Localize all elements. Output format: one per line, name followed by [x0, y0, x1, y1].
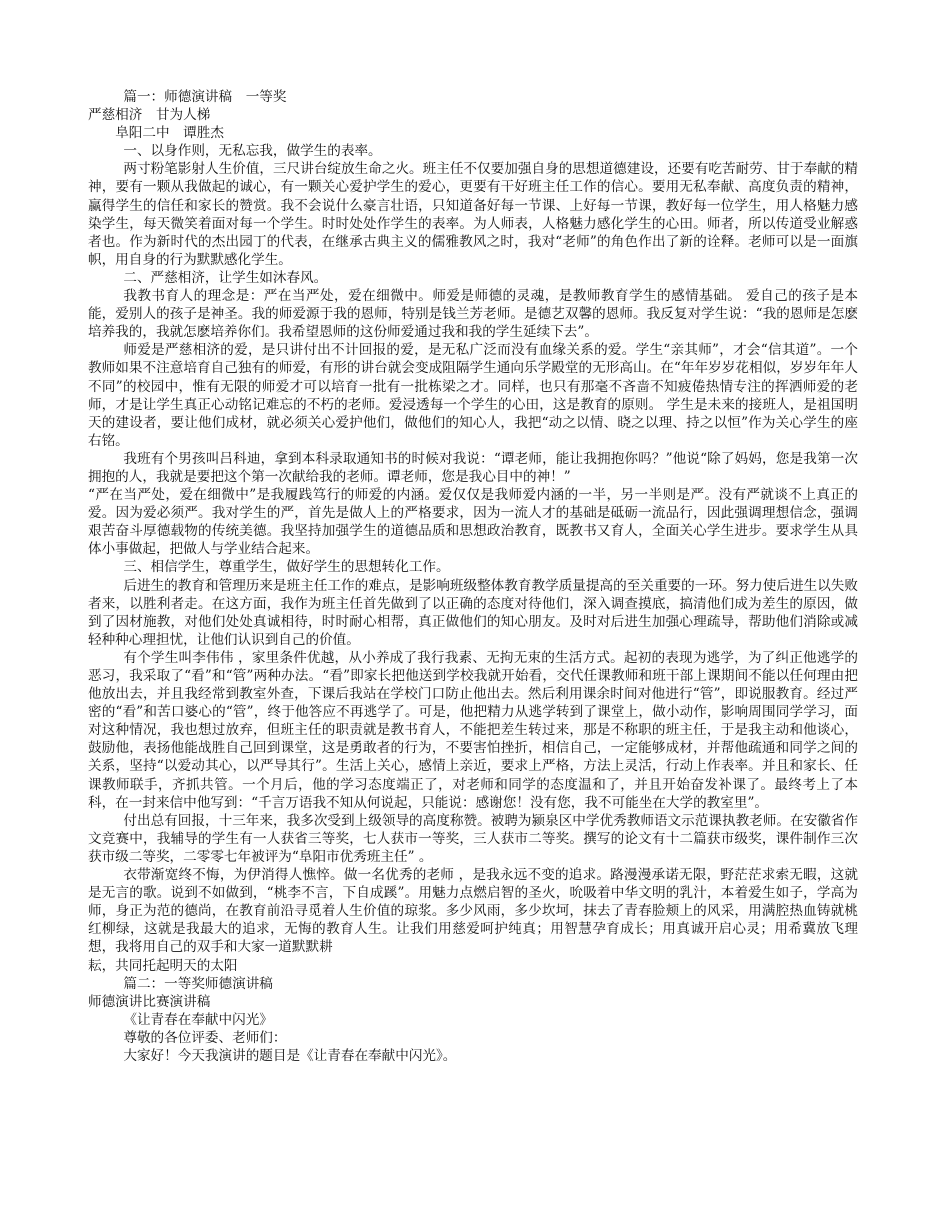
section-1-heading: 一、以身作则，无私忘我，做学生的表率。 [123, 143, 382, 160]
paragraph: 我教书育人的理念是：严在当严处，爱在细微中。师爱是师德的灵魂，是教师教育学生的感情基础。 爱自己的孩子是本能，爱别人的孩子是神圣。我的师爱源于我的恩师，特别是钱兰芳老师。是德艺双馨的恩师。我反复对学生说：“我的恩师是怎麽培养我的，我就怎麽培养你们。我希望恩师的这份师爱通过我和我的学生延续下去”。 [88, 288, 858, 341]
part1-title: 严慈相济 甘为人梯 [88, 107, 211, 124]
document-page [88, 88, 858, 1065]
part1-heading: 篇一：师德演讲稿 一等奖 [123, 89, 287, 105]
paragraph: 后进生的教育和管理历来是班主任工作的难点，是影响班级整体教育教学质量提高的至关重要的一环。努力使后进生以失败者来，以胜利者走。在这方面，我作为班主任首先做到了以正确的态度对待他们，深入调查摸底，搞清他们成为差生的原因，做到了因材施教，对他们处处真诚相待，时时耐心相帮，真正做他们的知心朋友。及时对后进生加强心理疏导，帮助他们消除或减轻种种心理担忧，让他们认识到自己的价值。 [88, 577, 858, 648]
paragraph: 我班有个男孩叫吕科迪，拿到本科录取通知书的时候对我说：“谭老师，能让我拥抱你吗？”他说“除了妈妈，您是我第一次拥抱的人，我就是要把这个第一次献给我的老师。谭老师，您是我心目中的神！” [88, 450, 858, 485]
paragraph: 有个学生叫李伟伟 ，家里条件优越，从小养成了我行我素、无拘无束的生活方式。起初的表现为逃学，为了纠正他逃学的恶习，我采取了“看”和“管”两种办法。“看”即家长把他送到学校我就开始看，交代任课教师和班干部上课期间不能以任何理由把他放出去，并且我经常到教室外查，下课后我站在学校门口防止他出去。然后利用课余时间对他进行“管”，即说服教育。经过严密的“看”和苦口婆心的“管”，终于他答应不再逃学了。可是，他把精力从逃学转到了课堂上，做小动作，影响周围同学学习，面对这种情况，我也想过放弃，但班主任的职责就是教书育人，不能把差生转过来，那是不称职的班主任，于是我主动和他谈心，鼓励他，表扬他能战胜自己回到课堂，这是勇敢者的行为，不要害怕挫折，相信自己，一定能够成材，并帮他疏通和同学之间的关系，坚持“以爱动其心，以严导其行”。生活上关心，感情上亲近，要求上严格，方法上灵活，行动上作表率。并且和家长、任课教师联手，齐抓共管。一个月后，他的学习态度端正了，对老师和同学的态度温和了，并且开始奋发补课了。最终考上了本科，在一封来信中他写到：“千言万语我不知从何说起，只能说：感谢您！没有您，我不可能坐在大学的教室里”。 [88, 649, 858, 811]
part2-heading: 篇二：一等奖师德演讲稿 [123, 975, 273, 992]
author-line: 阜阳二中 谭胜杰 [115, 125, 224, 142]
paragraph: 师爱是严慈相济的爱，是只讲付出不计回报的爱，是无私广泛而没有血缘关系的爱。学生“亲其师”，才会“信其道”。一个教师如果不注意培育自己独有的师爱，有形的讲台就会变成阻隔学生通向乐学殿堂的无形高山。在“年年岁岁花相似，岁岁年年人不同”的校园中，惟有无限的师爱才可以培育一批有一批栋梁之才。同样，也只有那毫不吝啬不知疲倦热情专注的挥洒师爱的老师，才是让学生真正心动铭记难忘的不朽的老师。爱浸透每一个学生的心田，这是教育的原则。 学生是未来的接班人，是祖国明天的建设者，要让他们成材，就必须关心爱护他们，做他们的知心人，我把“动之以情、晓之以理、持之以恒”作为关心学生的座右铭。 [88, 342, 858, 449]
greeting: 尊敬的各位评委、老师们： [123, 1029, 287, 1046]
paragraph: 两寸粉笔影射人生价值，三尺讲台绽放生命之火。班主任不仅要加强自身的思想道德建设，还要有吃苦耐劳、甘于奉献的精神，要有一颗从我做起的诚心，有一颗关心爱护学生的爱心，更要有干好班主任工作的信心。要用无私奉献、高度负责的精神，赢得学生的信任和家长的赞赏。我不会说什么豪言壮语，只知道备好每一节课、上好每一节课，教好每一位学生，用人格魅力感染学生，每天微笑着面对每一个学生。时时处处作学生的表率。为人师表，人格魅力感化学生的心田。师者，所以传道受业解惑者也。作为新时代的杰出园丁的代表，在继承古典主义的儒雅教风之时，我对“老师”的角色作出了新的诠释。老师可以是一面旗帜，用自身的行为默默感化学生。 [88, 161, 858, 268]
section-2-heading: 二、严慈相济，让学生如沐春风。 [123, 269, 328, 286]
opening: 大家好！今天我演讲的题目是《让青春在奉献中闪光》。 [123, 1047, 457, 1064]
section-3-heading: 三、相信学生，尊重学生，做好学生的思想转化工作。 [123, 559, 450, 576]
paragraph: 付出总有回报，十三年来，我多次受到上级领导的高度称赞。被聘为颍泉区中学优秀教师语文示范课执教老师。在安徽省作文竞赛中，我辅导的学生有一人获省三等奖，七人获市一等奖，三人获市二等奖。撰写的论文有十二篇获市级奖，课件制作三次获市级二等奖，二零零七年被评为“阜阳市优秀班主任” 。 [88, 812, 858, 865]
part2-subtitle: 师德演讲比赛演讲稿 [88, 993, 211, 1010]
paragraph: 衣带渐宽终不悔，为伊消得人憔悴。做一名优秀的老师 ，是我永远不变的追求。路漫漫承诺无限，野茫茫求索无暇，这就是无言的歌。说到不如做到，“桃李不言，下自成蹊”。用魅力点燃启智的圣火，吮吸着中华文明的乳汁，本着爱生如子，学高为师，身正为范的德尚，在教育前沿寻觅着人生价值的琼浆。多少风雨，多少坎坷，抹去了青春脸颊上的风采，用满腔热血铸就桃红柳绿，这就是我最大的追求，无悔的教育人生。让我们用慈爱呵护纯真；用智慧孕育成长；用真诚开启心灵；用希冀放飞理想，我将用自己的双手和大家一道默默耕 [88, 867, 858, 956]
paragraph: 耘，共同托起明天的太阳 [88, 957, 238, 974]
speech-title: 《让青春在奉献中闪光》 [123, 1011, 273, 1028]
paragraph: “严在当严处，爱在细微中”是我履践笃行的师爱的内涵。爱仅仅是我师爱内涵的一半，另一半则是严。没有严就谈不上真正的爱。因为爱必须严。我对学生的严，首先是做人上的严格要求，因为一流人才的基础是砥砺一流品行，因此强调理想信念，强调艰苦奋斗厚德载物的传统美德。我坚持加强学生的道德品质和思想政治教育，既教书又育人，全面关心学生进步。要求学生从具体小事做起，把做人与学业结合起来。 [88, 487, 858, 558]
